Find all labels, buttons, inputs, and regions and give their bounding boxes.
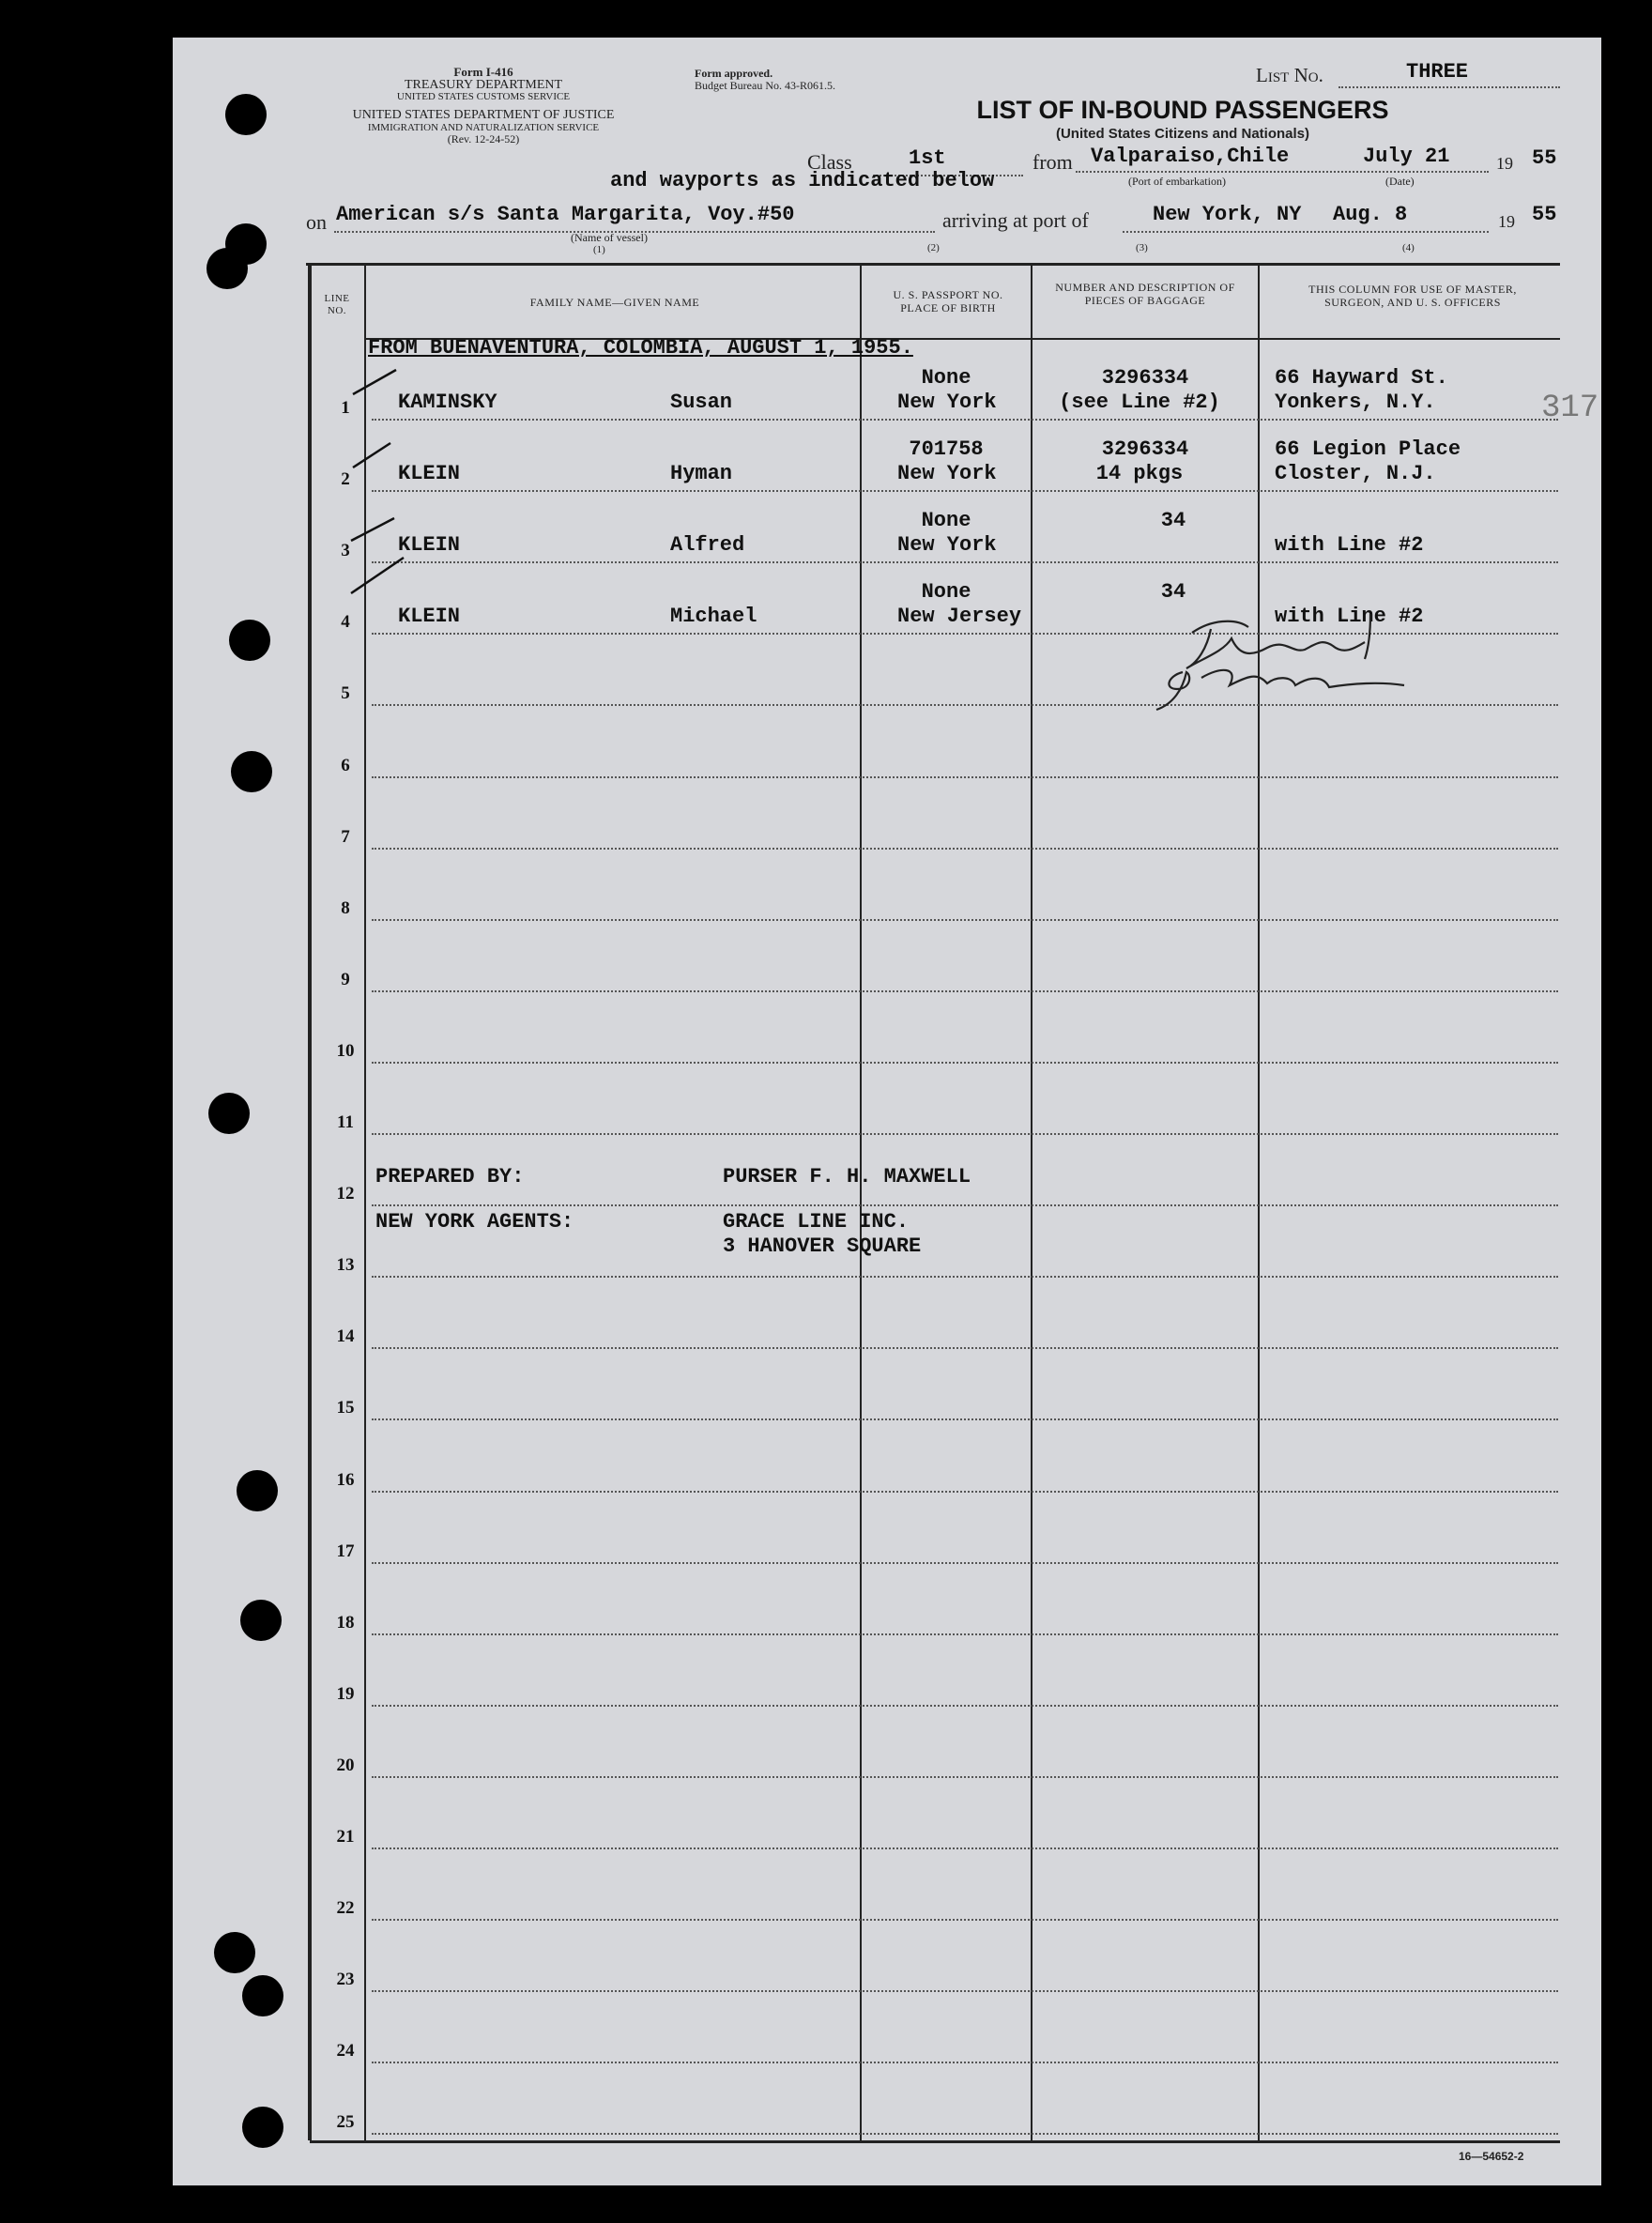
line-number: 9 — [341, 969, 350, 989]
row-dotted-line — [372, 848, 1558, 850]
baggage-description: (see Line #2) — [1059, 391, 1220, 414]
port-caption: (Port of embarkation) — [1128, 175, 1226, 188]
header-line-no: LINE NO. — [324, 293, 350, 316]
family-name: KLEIN — [398, 605, 461, 629]
line-number: 15 — [336, 1398, 355, 1418]
row-dotted-line — [372, 1776, 1558, 1778]
margin-note: 317 — [1541, 391, 1599, 426]
caption-4: (4) — [1402, 242, 1415, 253]
list-no-label: List No. — [1256, 64, 1323, 86]
row-dotted-line — [372, 1418, 1558, 1420]
given-name: Alfred — [670, 533, 745, 558]
line-number: 3 — [341, 541, 350, 561]
justice-dept: UNITED STATES DEPARTMENT OF JUSTICE — [352, 107, 615, 122]
passport-no: 701758 — [909, 437, 984, 462]
arrival-port: New York, NY — [1153, 203, 1302, 226]
punch-hole — [237, 1470, 278, 1511]
arrival-year-prefix: 19 — [1498, 212, 1515, 231]
given-name: Susan — [670, 391, 733, 414]
on-label: on — [306, 210, 327, 234]
caption-1: (1) — [593, 244, 605, 255]
row-dotted-line — [372, 2062, 1558, 2063]
agents-line-2: 3 HANOVER SQUARE — [723, 1234, 922, 1259]
given-name: Hyman — [670, 462, 733, 486]
punch-hole — [229, 620, 270, 661]
budget-bureau: Budget Bureau No. 43-R061.5. — [695, 78, 835, 92]
approval-block — [695, 68, 835, 91]
check-mark — [353, 370, 396, 394]
row-dotted-line — [372, 1990, 1558, 1992]
line-number: 1 — [341, 398, 350, 418]
prepared-by-value: PURSER F. H. MAXWELL — [723, 1165, 971, 1189]
row-dotted-line — [372, 561, 1558, 563]
given-name: Michael — [670, 605, 757, 629]
section-heading: FROM BUENAVENTURA, COLOMBIA, AUGUST 1, 1955. — [368, 336, 913, 360]
row-dotted-line — [372, 1133, 1558, 1135]
officer-note-1: 66 Legion Place — [1275, 437, 1461, 462]
officer-note-2: with Line #2 — [1275, 533, 1424, 558]
row-dotted-line — [372, 1633, 1558, 1635]
vessel-name: American s/s Santa Margarita, Voy.#50 — [336, 203, 795, 226]
arrival-line — [1123, 231, 1489, 233]
class-value: 1st — [909, 146, 946, 170]
baggage-number: 3296334 — [1101, 366, 1189, 390]
row-dotted-line — [372, 1347, 1558, 1349]
ins-service: IMMIGRATION AND NATURALIZATION SERVICE — [367, 121, 600, 133]
col-rule-2 — [860, 265, 862, 2140]
line-number: 12 — [336, 1184, 355, 1204]
officer-note-2: Yonkers, N.Y. — [1275, 391, 1436, 414]
list-no-line — [1338, 86, 1560, 88]
arrival-date: Aug. 8 — [1333, 203, 1408, 226]
line-number: 22 — [336, 1898, 355, 1919]
agents-line-1: GRACE LINE INC. — [723, 1210, 910, 1234]
row-dotted-line — [372, 419, 1558, 421]
embark-year: 55 — [1532, 146, 1557, 170]
prepared-by-label: PREPARED BY: — [375, 1165, 525, 1189]
baggage-number: 3296334 — [1101, 437, 1189, 462]
line-number: 11 — [337, 1112, 354, 1132]
agents-label: NEW YORK AGENTS: — [375, 1210, 574, 1234]
punch-hole — [208, 1093, 250, 1134]
row-dotted-line — [372, 2133, 1558, 2135]
row-dotted-line — [372, 919, 1558, 921]
line-number: 7 — [341, 826, 350, 847]
row-dotted-line — [372, 1705, 1558, 1707]
line-number: 10 — [336, 1040, 355, 1061]
line-number: 2 — [341, 469, 350, 490]
punch-hole — [206, 248, 248, 289]
wayports-text: and wayports as indicated below — [610, 169, 995, 192]
date-caption: (Date) — [1385, 175, 1415, 188]
baggage-description: 14 pkgs — [1095, 462, 1184, 486]
row-dotted-line — [372, 1062, 1558, 1064]
caption-2: (2) — [927, 242, 940, 253]
vessel-caption: (Name of vessel) — [571, 231, 648, 244]
baggage-number: 34 — [1160, 509, 1186, 533]
row-dotted-line — [372, 1276, 1558, 1278]
form-subtitle: (United States Citizens and Nationals) — [1055, 126, 1310, 142]
line-number: 21 — [336, 1827, 355, 1847]
passport-no: None — [921, 580, 971, 605]
table-bottom-rule — [310, 2140, 1560, 2143]
line-number: 17 — [336, 1541, 355, 1561]
officer-note-2: with Line #2 — [1275, 605, 1424, 629]
form-revision: (Rev. 12-24-52) — [447, 132, 520, 146]
birthplace: New York — [897, 462, 997, 486]
check-mark — [351, 558, 404, 593]
row-dotted-line — [372, 776, 1558, 778]
col-rule-3 — [1031, 265, 1032, 2140]
officer-note-1: 66 Hayward St. — [1275, 366, 1448, 390]
row-dotted-line — [372, 1919, 1558, 1921]
row-dotted-line — [372, 1204, 1558, 1206]
arriving-label: arriving at port of — [942, 208, 1089, 232]
col-rule-4 — [1258, 265, 1260, 2140]
passport-no: None — [921, 366, 971, 390]
table-top-rule — [306, 263, 1560, 266]
form-approved: Form approved. — [695, 67, 773, 80]
officer-note-2: Closter, N.J. — [1275, 462, 1436, 486]
line-number: 8 — [341, 897, 350, 918]
class-label: Class — [807, 150, 852, 174]
passport-no: None — [921, 509, 971, 533]
caption-3: (3) — [1136, 242, 1148, 253]
line-number: 5 — [341, 683, 350, 704]
row-dotted-line — [372, 1562, 1558, 1564]
handwritten-signature — [1145, 610, 1446, 713]
row-dotted-line — [372, 1847, 1558, 1849]
baggage-number: 34 — [1160, 580, 1186, 605]
year-prefix: 19 — [1496, 154, 1513, 173]
line-number: 23 — [336, 1970, 355, 1990]
embark-date: July 21 — [1363, 145, 1450, 168]
line-number: 6 — [341, 755, 350, 775]
header-name: FAMILY NAME—GIVEN NAME — [529, 296, 700, 309]
line-number: 16 — [336, 1469, 355, 1490]
line-number: 14 — [336, 1326, 355, 1347]
from-line — [1076, 171, 1489, 173]
family-name: KAMINSKY — [398, 391, 497, 414]
header-passport: U. S. PASSPORT NO. PLACE OF BIRTH — [893, 288, 1003, 314]
birthplace: New York — [897, 533, 997, 558]
birthplace: New York — [897, 391, 997, 414]
punch-hole — [225, 94, 267, 135]
header-baggage: NUMBER AND DESCRIPTION OF PIECES OF BAGGAGE — [1055, 281, 1235, 307]
punch-hole — [240, 1600, 282, 1641]
footer-form-code: 16—54652-2 — [1459, 2150, 1524, 2163]
table-left-rule — [308, 265, 312, 2140]
line-number: 20 — [336, 1755, 355, 1775]
from-label: from — [1032, 150, 1073, 174]
family-name: KLEIN — [398, 462, 461, 486]
punch-hole — [214, 1932, 255, 1973]
punch-hole — [231, 751, 272, 792]
form-number: Form I-416 — [453, 65, 513, 79]
line-number: 24 — [336, 2041, 355, 2062]
line-number: 19 — [336, 1683, 355, 1704]
header-officers: THIS COLUMN FOR USE OF MASTER, SURGEON, AND U. S. OFFICERS — [1308, 283, 1517, 309]
check-marks — [347, 357, 422, 601]
form-title: LIST OF IN-BOUND PASSENGERS — [976, 96, 1389, 124]
family-name: KLEIN — [398, 533, 461, 558]
birthplace: New Jersey — [897, 605, 1022, 629]
check-mark — [351, 518, 394, 541]
line-number: 25 — [336, 2112, 355, 2133]
treasury-dept: TREASURY DEPARTMENT — [404, 77, 563, 92]
punch-hole — [242, 2107, 283, 2148]
line-number: 18 — [336, 1612, 355, 1633]
customs-service: UNITED STATES CUSTOMS SERVICE — [396, 91, 571, 103]
agency-block — [300, 66, 666, 146]
row-dotted-line — [372, 1491, 1558, 1493]
check-mark — [353, 443, 390, 468]
list-no-value: THREE — [1406, 60, 1469, 84]
embark-port: Valparaiso,Chile — [1091, 145, 1290, 168]
line-number: 13 — [336, 1255, 355, 1276]
row-dotted-line — [372, 490, 1558, 492]
punch-hole — [242, 1975, 283, 2016]
arrival-year: 55 — [1532, 203, 1557, 226]
line-number: 4 — [341, 612, 350, 633]
row-dotted-line — [372, 990, 1558, 992]
